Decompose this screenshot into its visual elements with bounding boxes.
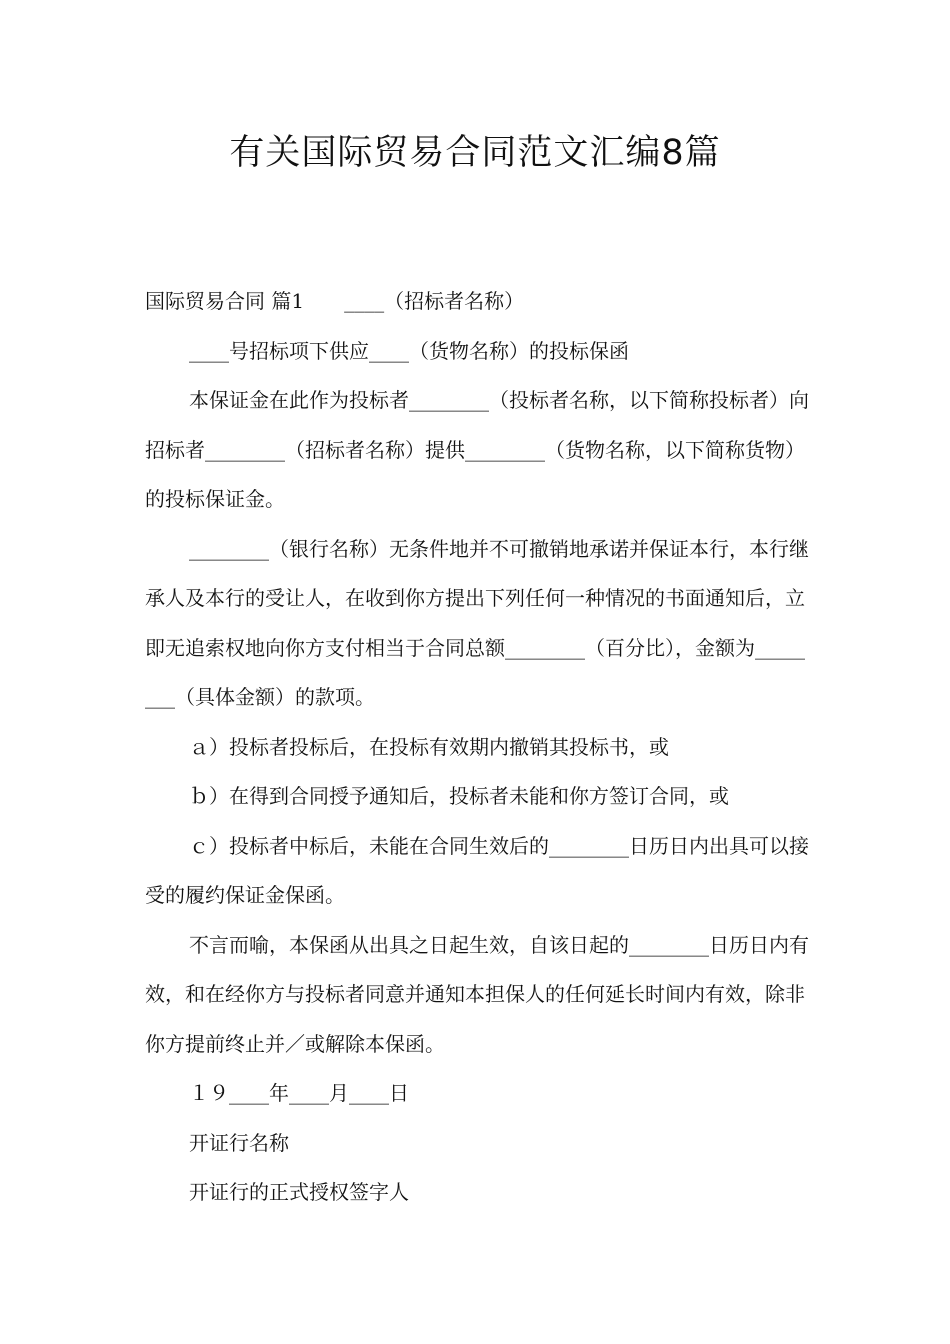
deposit-statement-paragraph: 本保证金在此作为投标者________（投标者名称，以下简称投标者）向招标者________（招标者名称）提供________（货物名称，以下简称货物）的投标保证金。	[145, 388, 809, 511]
condition-c-paragraph: ｃ）投标者中标后，未能在合同生效后的________日历日内出具可以接受的履约保证金保函。	[145, 833, 809, 907]
authorized-signatory-line: 开证行的正式授权签字人	[189, 1180, 409, 1204]
issuing-bank-name-line: 开证行名称	[189, 1130, 289, 1155]
condition-a-paragraph: ａ）投标者投标后，在投标有效期内撤销其投标书，或	[189, 734, 669, 759]
condition-b-paragraph: ｂ）在得到合同授予通知后，投标者未能和你方签订合同，或	[189, 784, 729, 808]
date-line: １９____年____月____日	[189, 1081, 409, 1105]
document-title: 有关国际贸易合同范文汇编8篇	[229, 133, 721, 173]
guarantee-subject-paragraph: ____号招标项下供应____（货物名称）的投标保函	[189, 338, 629, 363]
document-body	[145, 277, 810, 1218]
validity-paragraph: 不言而喻，本保函从出具之日起生效，自该日起的________日历日内有效，和在经你方与投标者同意并通知本担保人的任何延长时间内有效，除非你方提前终止并／或解除本保函。	[145, 932, 809, 1056]
bank-commitment-paragraph: ________（银行名称）无条件地并不可撤销地承诺并保证本行，本行继承人及本行的受让人，在收到你方提出下列任何一种情况的书面通知后，立即无追索权地向你方支付相当于合同总额________（百分比），金额为________（具体金额）的款项。	[145, 536, 809, 709]
section-heading-paragraph: 国际贸易合同 篇1 ____（招标者名称）	[145, 289, 525, 313]
